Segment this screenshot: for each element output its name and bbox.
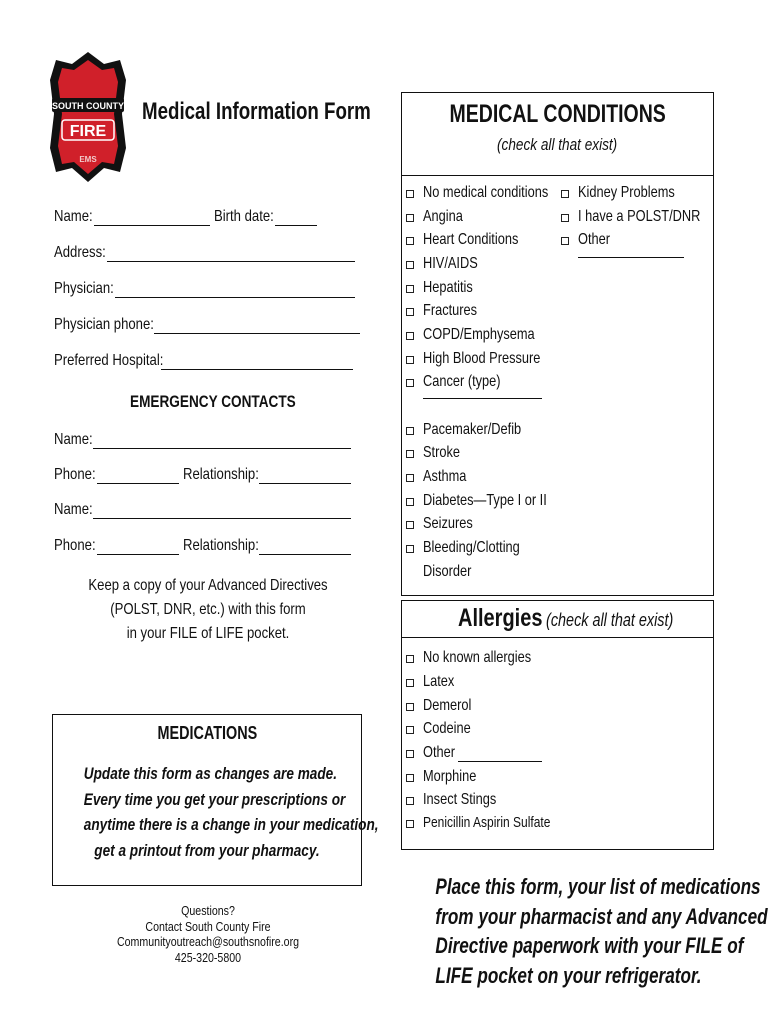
checkbox-icon[interactable] <box>406 498 414 506</box>
ec2-name-row <box>54 495 351 519</box>
advice-line: Keep a copy of your Advanced Directives <box>88 577 328 594</box>
physician-phone-row <box>54 310 360 334</box>
condition-label: Pacemaker/Defib <box>423 421 522 438</box>
allergy-label: No known allergies <box>423 649 532 666</box>
allergies-title: Allergies <box>458 604 543 632</box>
checkbox-icon[interactable] <box>406 237 414 245</box>
ec1-name-label: Name: <box>54 431 93 448</box>
allergy-label: Codeine <box>423 720 471 737</box>
physician-row <box>54 274 355 298</box>
condition-label: Stroke <box>423 444 460 461</box>
other-allergy-field[interactable] <box>458 761 542 762</box>
ec1-phone-row <box>54 460 351 484</box>
condition-label-continued: Disorder <box>423 563 472 580</box>
checkbox-icon[interactable] <box>406 820 414 828</box>
checkbox-icon[interactable] <box>406 521 414 529</box>
condition-label: I have a POLST/DNR <box>578 208 701 225</box>
checkbox-icon[interactable] <box>406 797 414 805</box>
ec2-phone-label: Phone: <box>54 537 96 554</box>
form-title: Medical Information Form <box>142 98 371 125</box>
ec1-relationship-label: Relationship: <box>182 466 259 483</box>
medical-conditions-box <box>401 92 714 596</box>
ec2-relationship-field[interactable] <box>259 536 351 555</box>
condition-label: Asthma <box>423 468 467 485</box>
ec2-relationship-label: Relationship: <box>182 537 259 554</box>
allergy-label: Demerol <box>423 697 472 714</box>
ec1-relationship-field[interactable] <box>259 465 351 484</box>
medications-line: Update this form as changes are made. <box>83 764 338 783</box>
questions-line: Questions? <box>181 904 235 918</box>
logo-main-text: FIRE <box>69 123 107 140</box>
ec1-name-row <box>54 425 351 449</box>
address-field[interactable] <box>107 243 355 262</box>
physician-phone-label: Physician phone: <box>54 316 154 333</box>
allergy-label: Morphine <box>423 768 477 785</box>
cancer-type-field[interactable] <box>423 398 542 399</box>
checkbox-icon[interactable] <box>406 726 414 734</box>
checkbox-icon[interactable] <box>406 332 414 340</box>
checkbox-icon[interactable] <box>406 750 414 758</box>
condition-label: No medical conditions <box>423 184 549 201</box>
checkbox-icon[interactable] <box>561 214 569 222</box>
allergies-subtitle: (check all that exist) <box>546 610 674 630</box>
address-row <box>54 238 355 262</box>
medications-line: Every time you get your prescriptions or <box>83 789 346 809</box>
advice-line: (POLST, DNR, etc.) with this form <box>110 601 306 618</box>
questions-line: Contact South County Fire <box>145 919 271 934</box>
logo-bottom-text: EMS <box>79 155 97 164</box>
medications-line: get a printout from your pharmacy. <box>94 840 320 860</box>
preferred-hospital-field[interactable] <box>161 351 353 370</box>
condition-label: HIV/AIDS <box>423 255 478 272</box>
checkbox-icon[interactable] <box>406 285 414 293</box>
name-field[interactable] <box>94 207 210 226</box>
condition-label: High Blood Pressure <box>423 350 541 367</box>
placement-line: Place this form, your list of medications <box>435 874 761 899</box>
ec1-name-field[interactable] <box>93 430 351 449</box>
allergy-label: Penicillin Aspirin Sulfate <box>423 814 551 831</box>
preferred-hospital-row <box>54 346 353 370</box>
ec2-phone-field[interactable] <box>97 536 179 555</box>
checkbox-icon[interactable] <box>406 703 414 711</box>
physician-field[interactable] <box>115 279 355 298</box>
checkbox-icon[interactable] <box>406 545 414 553</box>
ec2-name-field[interactable] <box>93 500 351 519</box>
condition-label: COPD/Emphysema <box>423 326 535 343</box>
checkbox-icon[interactable] <box>406 261 414 269</box>
allergies-header <box>402 601 713 638</box>
placement-line: Directive paperwork with your FILE of <box>435 933 744 958</box>
checkbox-icon[interactable] <box>561 190 569 198</box>
checkbox-icon[interactable] <box>406 450 414 458</box>
preferred-hospital-label: Preferred Hospital: <box>54 352 164 369</box>
contact-email[interactable]: Communityoutreach@southsnofire.org <box>116 935 300 949</box>
medications-line: anytime there is a change in your medication, <box>83 815 379 834</box>
questions-contact <box>100 904 316 966</box>
advice-line: in your FILE of LIFE pocket. <box>126 625 290 642</box>
condition-label: Kidney Problems <box>578 184 675 201</box>
condition-label: Bleeding/Clotting <box>423 539 520 556</box>
checkbox-icon[interactable] <box>406 379 414 387</box>
checkbox-icon[interactable] <box>406 655 414 663</box>
checkbox-icon[interactable] <box>406 427 414 435</box>
placement-line: from your pharmacist and any Advanced <box>435 903 768 929</box>
medical-conditions-subtitle: (check all that exist) <box>497 135 618 154</box>
placement-line: LIFE pocket on your refrigerator. <box>435 962 702 988</box>
ec2-name-label: Name: <box>54 501 93 518</box>
condition-label: Fractures <box>423 302 478 319</box>
allergy-label: Latex <box>423 673 455 690</box>
advance-directives-note <box>54 574 362 646</box>
ec1-phone-label: Phone: <box>54 466 96 483</box>
checkbox-icon[interactable] <box>406 190 414 198</box>
ec2-phone-row <box>54 531 351 555</box>
checkbox-icon[interactable] <box>406 474 414 482</box>
logo-top-text: SOUTH COUNTY <box>52 101 124 111</box>
name-label: Name: <box>54 208 93 225</box>
contact-phone: 425-320-5800 <box>174 950 242 965</box>
medical-conditions-header <box>402 93 713 176</box>
condition-label: Seizures <box>423 515 473 532</box>
checkbox-icon[interactable] <box>561 237 569 245</box>
checkbox-icon[interactable] <box>406 214 414 222</box>
condition-label: Diabetes—Type I or II <box>423 492 547 509</box>
medications-title: MEDICATIONS <box>157 723 257 743</box>
birth-date-label: Birth date: <box>214 208 274 225</box>
condition-label: Heart Conditions <box>423 231 519 248</box>
condition-label: Other <box>578 231 611 248</box>
checkbox-icon[interactable] <box>406 308 414 316</box>
checkbox-icon[interactable] <box>406 356 414 364</box>
name-birthdate-row <box>54 202 317 226</box>
condition-label: Hepatitis <box>423 279 473 296</box>
other-condition-field[interactable] <box>578 257 684 258</box>
medications-box <box>52 714 379 886</box>
physician-label: Physician: <box>54 280 114 297</box>
physician-phone-field[interactable] <box>154 315 360 334</box>
condition-label: Angina <box>423 208 463 225</box>
medical-conditions-title: MEDICAL CONDITIONS <box>449 100 666 128</box>
birth-date-field[interactable] <box>275 207 317 226</box>
placement-instructions <box>401 872 768 990</box>
emergency-contacts-title: EMERGENCY CONTACTS <box>130 392 296 411</box>
checkbox-icon[interactable] <box>406 679 414 687</box>
south-county-fire-logo <box>48 50 128 184</box>
address-label: Address: <box>54 244 106 261</box>
allergy-label: Other <box>423 744 456 761</box>
allergies-box <box>401 600 714 850</box>
allergy-label: Insect Stings <box>423 791 497 808</box>
checkbox-icon[interactable] <box>406 774 414 782</box>
condition-label: Cancer (type) <box>423 373 501 390</box>
ec1-phone-field[interactable] <box>97 465 179 484</box>
